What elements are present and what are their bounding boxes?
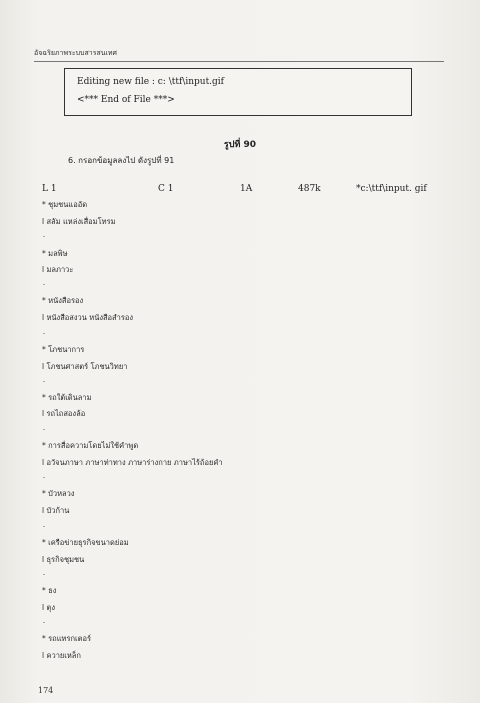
line-indicator: L 1	[42, 184, 57, 194]
entry-terms: l โภชนศาสตร์ โภชนวิทยา	[42, 362, 128, 371]
code-line-1: Editing new file : c: \ttf\input.gif	[77, 77, 225, 87]
step-instruction: 6. กรอกข้อมูลลงไป ดังรูปที่ 91	[68, 156, 175, 165]
entry-heading: * ชุมชนแออัด	[42, 200, 88, 209]
entry-heading: * มลพิษ	[42, 249, 68, 258]
divider-dot	[43, 333, 45, 334]
divider-dot	[43, 429, 45, 430]
page-number: 174	[38, 686, 54, 695]
column-indicator: C 1	[158, 184, 174, 194]
divider-dot	[43, 381, 45, 382]
divider-dot	[43, 284, 45, 285]
entry-heading: * หนังสือรอง	[42, 296, 84, 305]
entry-terms: l รถไถสองล้อ	[42, 409, 86, 418]
code-line-2: <*** End of File ***>	[77, 95, 175, 105]
entry-heading: * บัวหลวง	[42, 489, 75, 498]
memory-indicator: 487k	[298, 184, 321, 194]
entry-terms: l หนังสือสงวน หนังสือสำรอง	[42, 313, 134, 322]
entry-terms: l ตุง	[42, 603, 56, 612]
file-path: *c:\ttf\input. gif	[356, 184, 427, 194]
entry-heading: * โภชนาการ	[42, 345, 85, 354]
attribute-indicator: 1A	[240, 184, 253, 194]
divider-dot	[43, 236, 45, 237]
entry-terms: l สลัม แหล่งเสื่อมโทรม	[42, 217, 116, 226]
divider-dot	[43, 526, 45, 527]
divider-dot	[43, 622, 45, 623]
divider-dot	[43, 574, 45, 575]
entry-heading: * ธง	[42, 586, 57, 595]
entry-heading: * รถแทรกเตอร์	[42, 634, 92, 643]
entry-terms: l มลภาวะ	[42, 265, 74, 274]
entry-heading: * รถใต้เดินลาม	[42, 393, 92, 402]
entry-heading: * การสื่อความโดยไม่ใช้คำพูด	[42, 441, 139, 450]
entry-terms: l บัวก้าน	[42, 506, 70, 515]
entry-terms: l ควายเหล็ก	[42, 651, 81, 660]
divider-dot	[43, 477, 45, 478]
entry-heading: * เครือข่ายธุรกิจขนาดย่อม	[42, 538, 129, 547]
entry-terms: l ธุรกิจชุมชน	[42, 555, 85, 564]
running-header: อัจฉริยภาพระบบสารสนเทศ	[34, 48, 444, 62]
figure-caption: รูปที่ 90	[223, 140, 257, 150]
entry-terms: l อวัจนภาษา ภาษาท่าทาง ภาษาร่างกาย ภาษาไร้ถ้อยคำ	[42, 458, 223, 467]
code-box	[64, 68, 412, 116]
